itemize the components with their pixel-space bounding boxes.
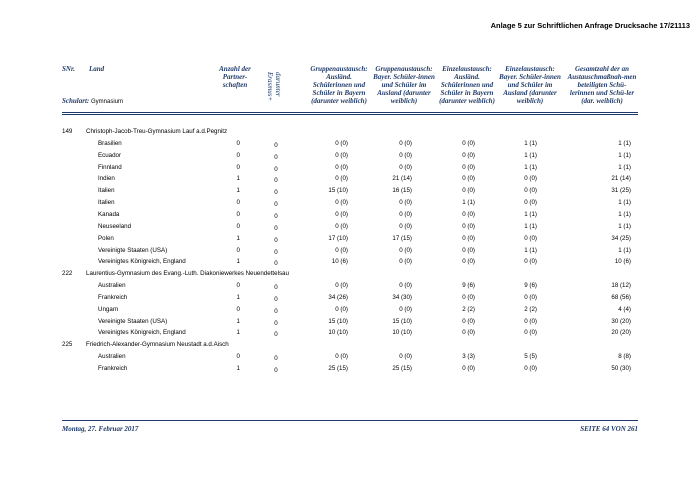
table-row: [0, 150, 700, 162]
erasmus-count: 0: [274, 212, 278, 220]
country-name: Kanada: [98, 210, 120, 218]
partnerships-count: 0: [236, 282, 240, 290]
table-row: [0, 316, 700, 328]
group-exchange-outgoing: 0 (0): [399, 258, 412, 266]
partnerships-count: 0: [236, 151, 240, 159]
total-participants: 1 (1): [618, 246, 631, 254]
country-name: Ecuador: [98, 151, 122, 159]
individual-exchange-incoming: 0 (0): [462, 234, 475, 242]
country-name: Italien: [98, 187, 115, 195]
partnerships-count: 0: [236, 246, 240, 254]
country-name: Frankreich: [98, 365, 128, 372]
total-participants: 10 (6): [614, 258, 631, 266]
individual-exchange-outgoing: 1 (1): [524, 139, 537, 147]
total-participants: 1 (1): [618, 222, 631, 230]
total-participants: 68 (56): [611, 293, 631, 301]
header-snr: SNr.: [62, 65, 76, 73]
group-exchange-incoming: 0 (0): [335, 163, 348, 171]
country-name: Australien: [98, 282, 126, 290]
individual-exchange-incoming: 1 (1): [462, 199, 475, 207]
group-exchange-outgoing: 0 (0): [399, 151, 412, 159]
group-exchange-outgoing: 0 (0): [399, 353, 412, 361]
individual-exchange-incoming: 0 (0): [462, 329, 475, 337]
individual-exchange-outgoing: 5 (5): [524, 353, 537, 361]
total-participants: 8 (8): [618, 353, 631, 361]
header-darunter-erasmus: darunter Erasmus+: [266, 72, 282, 102]
total-participants: 20 (20): [611, 329, 631, 337]
individual-exchange-incoming: 0 (0): [462, 187, 475, 195]
country-name: Polen: [98, 234, 114, 242]
partnerships-count: 0: [236, 163, 240, 171]
individual-exchange-outgoing: 1 (1): [524, 222, 537, 230]
group-exchange-outgoing: 0 (0): [399, 305, 412, 313]
table-row: [0, 280, 700, 292]
individual-exchange-incoming: 0 (0): [462, 365, 475, 372]
partnerships-count: 0: [236, 305, 240, 313]
country-name: Australien: [98, 353, 126, 361]
individual-exchange-outgoing: 0 (0): [524, 258, 537, 266]
individual-exchange-incoming: 3 (3): [462, 353, 475, 361]
total-participants: 18 (12): [611, 282, 631, 290]
partnerships-count: 1: [236, 365, 240, 372]
individual-exchange-incoming: 0 (0): [462, 175, 475, 183]
header-schulart-label: Schulart:: [62, 97, 90, 105]
group-exchange-outgoing: 15 (10): [392, 317, 412, 325]
school-name: Friedrich-Alexander-Gymnasium Neustadt a.d.Aisch: [86, 341, 229, 349]
erasmus-count: 0: [274, 236, 278, 244]
group-exchange-incoming: 0 (0): [335, 282, 348, 290]
table-row: [0, 363, 700, 375]
group-exchange-outgoing: 17 (15): [392, 234, 412, 242]
table-row: [0, 256, 700, 268]
individual-exchange-outgoing: 1 (1): [524, 246, 537, 254]
footer-page-number: SEITE 64 VON 261: [580, 425, 638, 433]
country-name: Frankreich: [98, 293, 128, 301]
table-row: [0, 292, 700, 304]
table-row: [0, 185, 700, 197]
table-row: [0, 233, 700, 245]
partnerships-count: 1: [236, 187, 240, 195]
country-name: Finnland: [98, 163, 122, 171]
individual-exchange-incoming: 0 (0): [462, 139, 475, 147]
header-schulart: [62, 97, 123, 106]
country-name: Brasilien: [98, 139, 122, 147]
group-exchange-incoming: 0 (0): [335, 305, 348, 313]
total-participants: 1 (1): [618, 139, 631, 147]
partnerships-count: 1: [236, 329, 240, 337]
table-row: [0, 162, 700, 174]
group-exchange-outgoing: 0 (0): [399, 163, 412, 171]
group-exchange-outgoing: 0 (0): [399, 246, 412, 254]
partnerships-count: 1: [236, 293, 240, 301]
partnerships-count: 0: [236, 199, 240, 207]
individual-exchange-outgoing: 9 (6): [524, 282, 537, 290]
individual-exchange-incoming: 9 (6): [462, 282, 475, 290]
group-exchange-incoming: 25 (15): [328, 365, 348, 372]
individual-exchange-incoming: 0 (0): [462, 210, 475, 218]
individual-exchange-incoming: 0 (0): [462, 293, 475, 301]
group-exchange-incoming: 0 (0): [335, 210, 348, 218]
group-exchange-outgoing: 16 (15): [392, 187, 412, 195]
table-row: [0, 138, 700, 150]
group-exchange-incoming: 17 (10): [328, 234, 348, 242]
total-participants: 31 (25): [611, 187, 631, 195]
header-rule-bottom: [62, 114, 638, 115]
group-exchange-incoming: 15 (10): [328, 317, 348, 325]
header-schulart-value: Gymnasium: [90, 99, 123, 105]
group-exchange-outgoing: 21 (14): [392, 175, 412, 183]
group-exchange-incoming: 34 (26): [328, 293, 348, 301]
erasmus-count: 0: [274, 201, 278, 209]
erasmus-count: 0: [274, 153, 278, 161]
partnerships-count: 1: [236, 175, 240, 183]
group-exchange-incoming: 0 (0): [335, 139, 348, 147]
group-exchange-incoming: 0 (0): [335, 175, 348, 183]
partnerships-count: 1: [236, 317, 240, 325]
country-name: Indien: [98, 175, 115, 183]
table-row: [0, 351, 700, 363]
school-number: 149: [62, 128, 73, 135]
individual-exchange-incoming: 0 (0): [462, 246, 475, 254]
school-row: [0, 126, 700, 138]
total-participants: 50 (30): [611, 365, 631, 372]
table-row: [0, 327, 700, 339]
group-exchange-incoming: 0 (0): [335, 151, 348, 159]
individual-exchange-outgoing: 0 (0): [524, 317, 537, 325]
group-exchange-outgoing: 0 (0): [399, 139, 412, 147]
country-name: Italien: [98, 199, 115, 207]
erasmus-count: 0: [274, 319, 278, 327]
group-exchange-incoming: 15 (10): [328, 187, 348, 195]
erasmus-count: 0: [274, 141, 278, 149]
group-exchange-outgoing: 0 (0): [399, 199, 412, 207]
table-row: [0, 304, 700, 316]
individual-exchange-outgoing: 0 (0): [524, 175, 537, 183]
header-col1: Gruppenaustausch: Ausländ. Schülerinnen und Schüler in Bayern (darunter weiblich): [310, 65, 368, 105]
individual-exchange-outgoing: 0 (0): [524, 187, 537, 195]
header-col3: Einzelaustausch: Ausländ. Schülerinnen und Schüler in Bayern (darunter weiblich): [439, 65, 495, 105]
individual-exchange-incoming: 0 (0): [462, 222, 475, 230]
group-exchange-incoming: 0 (0): [335, 353, 348, 361]
country-name: Vereinigte Staaten (USA): [98, 246, 168, 254]
total-participants: 21 (14): [611, 175, 631, 183]
footer-date: Montag, 27. Februar 2017: [62, 425, 139, 433]
total-participants: 1 (1): [618, 210, 631, 218]
individual-exchange-outgoing: 2 (2): [524, 305, 537, 313]
individual-exchange-outgoing: 1 (1): [524, 151, 537, 159]
individual-exchange-outgoing: 0 (0): [524, 234, 537, 242]
country-name: Neuseeland: [98, 222, 132, 230]
group-exchange-outgoing: 25 (15): [392, 365, 412, 372]
individual-exchange-incoming: 0 (0): [462, 151, 475, 159]
individual-exchange-outgoing: 0 (0): [524, 329, 537, 337]
header-anzahl: Anzahl der Partner-schaften: [219, 65, 251, 89]
erasmus-count: 0: [274, 189, 278, 197]
document-title: Anlage 5 zur Schriftlichen Anfrage Drucksache 17/21113: [490, 21, 690, 30]
total-participants: 30 (20): [611, 317, 631, 325]
total-participants: 1 (1): [618, 163, 631, 171]
header-col2: Gruppenaustausch: Bayer. Schüler-innen und Schüler im Ausland (darunter weiblich): [373, 65, 435, 105]
group-exchange-outgoing: 34 (30): [392, 293, 412, 301]
group-exchange-outgoing: 0 (0): [399, 282, 412, 290]
erasmus-count: 0: [274, 307, 278, 315]
individual-exchange-incoming: 0 (0): [462, 317, 475, 325]
individual-exchange-incoming: 0 (0): [462, 163, 475, 171]
group-exchange-incoming: 10 (6): [331, 258, 348, 266]
erasmus-count: 0: [274, 284, 278, 292]
total-participants: 4 (4): [618, 305, 631, 313]
erasmus-count: 0: [274, 224, 278, 232]
partnerships-count: 0: [236, 222, 240, 230]
country-name: Ungarn: [98, 305, 119, 313]
header-rule-top: [62, 112, 638, 113]
total-participants: 1 (1): [618, 151, 631, 159]
individual-exchange-outgoing: 0 (0): [524, 365, 537, 372]
partnerships-count: 0: [236, 353, 240, 361]
school-name: Christoph-Jacob-Treu-Gymnasium Lauf a.d.Pegnitz: [86, 128, 228, 135]
erasmus-count: 0: [274, 248, 278, 256]
partnerships-count: 0: [236, 210, 240, 218]
group-exchange-outgoing: 0 (0): [399, 222, 412, 230]
individual-exchange-outgoing: 0 (0): [524, 293, 537, 301]
footer-rule: [62, 420, 638, 421]
erasmus-count: 0: [274, 260, 278, 268]
partnerships-count: 1: [236, 234, 240, 242]
country-name: Vereinigtes Königreich, England: [98, 258, 186, 266]
group-exchange-outgoing: 0 (0): [399, 210, 412, 218]
header-land: Land: [89, 65, 105, 73]
individual-exchange-outgoing: 1 (1): [524, 210, 537, 218]
school-number: 222: [62, 270, 73, 278]
table-row: [0, 209, 700, 221]
erasmus-count: 0: [274, 367, 278, 374]
header-col4: Einzelaustausch: Bayer. Schüler-innen und Schüler im Ausland (darunter weiblich): [499, 65, 561, 105]
school-number: 225: [62, 341, 73, 349]
erasmus-count: 0: [274, 355, 278, 363]
erasmus-count: 0: [274, 165, 278, 173]
individual-exchange-incoming: 2 (2): [462, 305, 475, 313]
country-name: Vereinigte Staaten (USA): [98, 317, 168, 325]
school-row: [0, 339, 700, 351]
header-col5: Gesamtzahl der an Austauschmaßnah-men beteiligten Schü-lerinnen und Schü-ler (dar. weiblich): [567, 65, 637, 105]
table-row: [0, 173, 700, 185]
table-row: [0, 245, 700, 257]
group-exchange-incoming: 10 (10): [328, 329, 348, 337]
table-row: [0, 221, 700, 233]
school-name: Laurentius-Gymnasium des Evang.-Luth. Diakoniewerkes Neuendettelsau: [86, 270, 289, 278]
erasmus-count: 0: [274, 177, 278, 185]
partnerships-count: 1: [236, 258, 240, 266]
individual-exchange-outgoing: 0 (0): [524, 199, 537, 207]
table-row: [0, 197, 700, 209]
total-participants: 1 (1): [618, 199, 631, 207]
erasmus-count: 0: [274, 295, 278, 303]
individual-exchange-incoming: 0 (0): [462, 258, 475, 266]
total-participants: 34 (25): [611, 234, 631, 242]
group-exchange-incoming: 0 (0): [335, 199, 348, 207]
group-exchange-outgoing: 10 (10): [392, 329, 412, 337]
erasmus-count: 0: [274, 331, 278, 339]
country-name: Vereinigtes Königreich, England: [98, 329, 186, 337]
partnerships-count: 0: [236, 139, 240, 147]
school-row: [0, 268, 700, 280]
group-exchange-incoming: 0 (0): [335, 222, 348, 230]
individual-exchange-outgoing: 1 (1): [524, 163, 537, 171]
group-exchange-incoming: 0 (0): [335, 246, 348, 254]
